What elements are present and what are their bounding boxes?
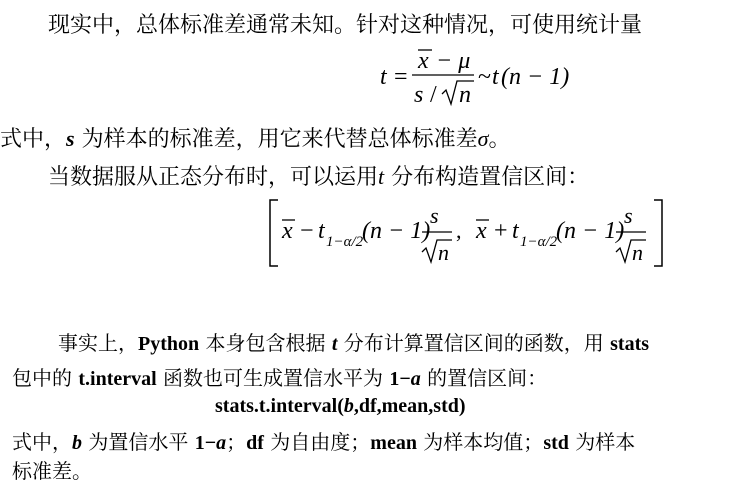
para2-line4 <box>12 426 635 455</box>
para2-l5-text: 标准差。 <box>12 459 92 483</box>
para2-l2-level: 1− <box>389 368 411 390</box>
formula2-n1: n <box>438 240 449 265</box>
formula2-s2: s <box>624 203 633 228</box>
para2-line2 <box>12 362 547 391</box>
para1-line2-pre: 式中， <box>0 127 67 152</box>
para2-l2-a: a <box>410 368 421 390</box>
para1-line2-end: 。 <box>488 127 511 152</box>
formula2-xbar1: x <box>282 218 293 244</box>
para1-line3-post: 分布构造置信区间： <box>384 165 590 190</box>
formula2-s1: s <box>430 203 439 228</box>
formula2-n2: n <box>632 240 643 265</box>
para2-l4-df: df <box>246 432 264 454</box>
para2-l4-level: 1− <box>194 432 217 454</box>
code-line <box>215 395 466 418</box>
formula1-xbar: x <box>418 48 429 74</box>
formula1-n: n <box>459 82 471 108</box>
formula1-s: s <box>414 82 424 108</box>
para2-l4-a: a <box>216 432 227 454</box>
formula2-xbar2: x <box>476 218 487 244</box>
formula2-args1: (n − 1) <box>362 218 431 244</box>
para2-l2-func: t.interval <box>78 368 157 390</box>
para2-l4-std: std <box>543 432 569 454</box>
code-post: ,df,mean,std) <box>353 395 466 417</box>
para1-line1-text: 现实中，总体标准差通常未知。针对这种情况，可使用统计量 <box>48 13 643 38</box>
para2-l2-pre: 包中的 <box>12 366 79 390</box>
formula1-t2: t <box>492 64 499 90</box>
para2-l1-pre: 事实上， <box>58 331 138 355</box>
para2-line1 <box>58 327 649 356</box>
para2-l2-mid: 函数也可生成置信水平为 <box>156 366 390 390</box>
formula2-plus: + <box>494 218 508 244</box>
para2-l1-stats: stats <box>610 333 650 355</box>
para1-line3-pre: 当数据服从正态分布时，可以运用 <box>48 165 379 190</box>
para1-line3-t: t <box>378 164 385 189</box>
formula1-t: t <box>380 64 387 90</box>
formula1-slash: / <box>430 82 437 108</box>
para1-line3 <box>48 160 589 191</box>
para2-l4-mid3: 为自由度； <box>263 430 371 454</box>
formula2-t2: t <box>512 218 519 244</box>
t-statistic-formula <box>370 44 610 112</box>
formula2-left-bracket <box>270 200 278 266</box>
para1-line1 <box>48 8 642 39</box>
para2-l1-mid: 本身包含根据 <box>199 331 332 355</box>
para2-l4-mean: mean <box>370 432 417 454</box>
formula2-t1: t <box>318 218 325 244</box>
para1-line2-sigma: σ <box>477 126 489 151</box>
formula2-sub1: 1−α/2 <box>326 234 364 250</box>
formula2-minus: − <box>300 218 314 244</box>
para2-l1-post: 分布计算置信区间的函数，用 <box>337 331 611 355</box>
confidence-interval-formula <box>262 196 672 272</box>
formula1-minus-mu: − μ <box>436 48 471 74</box>
para2-l4-mid4: 为样本均值； <box>416 430 544 454</box>
formula2-sub2: 1−α/2 <box>520 234 558 250</box>
code-pre: stats.t.interval( <box>215 395 344 417</box>
para1-line2 <box>0 122 510 153</box>
para2-l4-mid2: ； <box>226 430 247 454</box>
para2-l4-pre: 式中， <box>12 430 72 454</box>
formula1-args: (n − 1) <box>501 64 570 90</box>
formula1-eq: = <box>394 64 408 90</box>
para2-line5 <box>12 455 92 484</box>
formula2-comma: , <box>456 218 462 243</box>
formula2-right-bracket <box>654 200 662 266</box>
para1-line2-s: s <box>66 126 75 151</box>
para2-l1-python: Python <box>138 333 200 355</box>
para2-l4-mid1: 为置信水平 <box>82 430 195 454</box>
formula1-tilde: ~ <box>478 64 491 90</box>
para1-line2-post: 为样本的标准差，用它来代替总体标准差 <box>74 127 478 152</box>
formula2-args2: (n − 1) <box>556 218 625 244</box>
para2-l2-post: 的置信区间： <box>420 366 548 390</box>
para2-l4-b: b <box>72 432 82 454</box>
code-b: b <box>343 395 354 417</box>
para2-l1-t: t <box>331 333 338 355</box>
para2-l4-post: 为样本 <box>568 430 636 454</box>
